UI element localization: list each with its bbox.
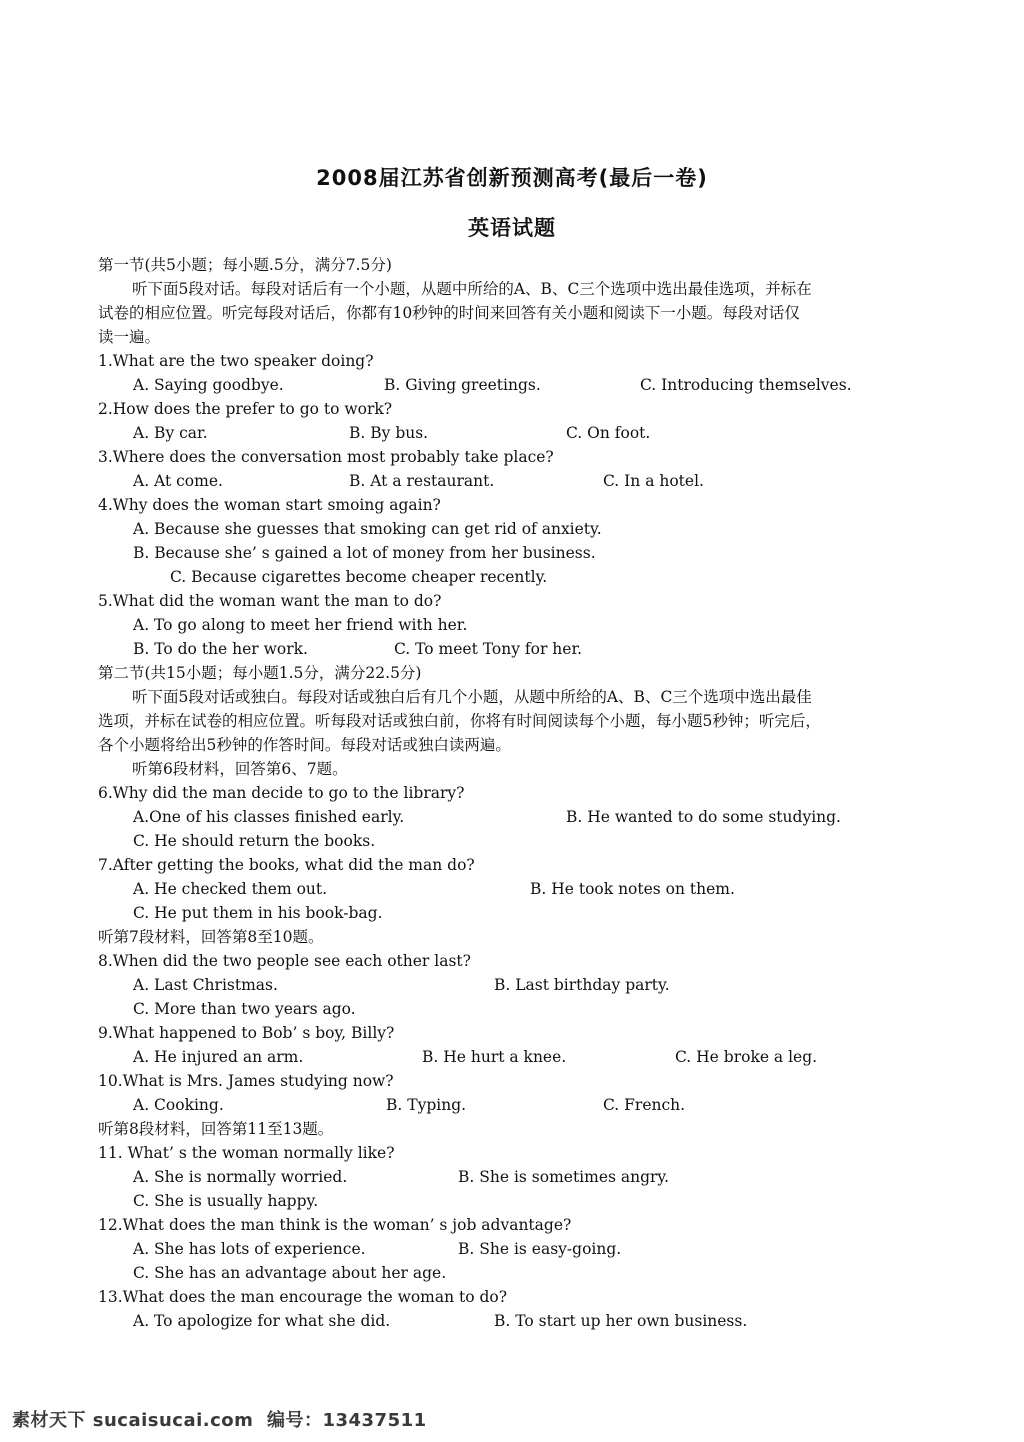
- group-label: 听第8段材料，回答第11至13题。: [98, 1120, 334, 1138]
- question-stem: 8.When did the two people see each other last?: [98, 952, 471, 970]
- answer-option: B. At a restaurant.: [349, 472, 495, 490]
- answer-option: B. By bus.: [349, 424, 429, 442]
- answer-option: A. Because she guesses that smoking can get rid of anxiety.: [133, 520, 602, 538]
- question-stem: 7.After getting the books, what did the man do?: [98, 856, 475, 874]
- page-subtitle: 英语试题: [468, 216, 556, 240]
- answer-option: B. Because she’ s gained a lot of money from her business.: [133, 544, 596, 562]
- answer-option: A. Saying goodbye.: [133, 376, 284, 394]
- question-stem: 3.Where does the conversation most probably take place?: [98, 448, 554, 466]
- answer-option: B. He took notes on them.: [530, 880, 735, 898]
- answer-option: A. Cooking.: [133, 1096, 224, 1114]
- question-stem: 13.What does the man encourage the woman to do?: [98, 1288, 508, 1306]
- answer-option: C. To meet Tony for her.: [394, 640, 583, 658]
- section2-instruction-line: 听下面5段对话或独白。每段对话或独白后有几个小题，从题中所给的A、B、C三个选项中选出最佳: [132, 688, 812, 706]
- question-stem: 12.What does the man think is the woman’ s job advantage?: [98, 1216, 572, 1234]
- answer-option: C. She is usually happy.: [133, 1192, 319, 1210]
- group-label: 听第7段材料，回答第8至10题。: [98, 928, 324, 946]
- question-stem: 4.Why does the woman start smoing again?: [98, 496, 441, 514]
- watermark-text: 素材天下 sucaisucai.com 编号：13437511: [12, 1410, 427, 1431]
- answer-option: C. She has an advantage about her age.: [133, 1264, 447, 1282]
- question-stem: 5.What did the woman want the man to do?: [98, 592, 442, 610]
- section2-instruction-line: 各个小题将给出5秒钟的作答时间。每段对话或独白读两遍。: [98, 736, 511, 754]
- question-stem: 6.Why did the man decide to go to the library?: [98, 784, 465, 802]
- answer-option: B. Typing.: [386, 1096, 467, 1114]
- answer-option: B. She is easy-going.: [458, 1240, 622, 1258]
- group-label: 听第6段材料，回答第6、7题。: [132, 760, 348, 778]
- question-stem: 2.How does the prefer to go to work?: [98, 400, 393, 418]
- answer-option: B. To do the her work.: [133, 640, 308, 658]
- answer-option: C. He should return the books.: [133, 832, 376, 850]
- answer-option: B. She is sometimes angry.: [458, 1168, 670, 1186]
- section2-heading: 第二节(共15小题；每小题1.5分，满分22.5分): [98, 664, 422, 682]
- section1-instruction-line: 听下面5段对话。每段对话后有一个小题，从题中所给的A、B、C三个选项中选出最佳选项，并标在: [132, 280, 812, 298]
- answer-option: A. He injured an arm.: [133, 1048, 304, 1066]
- section1-heading: 第一节(共5小题；每小题.5分，满分7.5分): [98, 256, 392, 274]
- answer-option: A. By car.: [133, 424, 208, 442]
- answer-option: C. Introducing themselves.: [640, 376, 852, 394]
- answer-option: C. French.: [603, 1096, 686, 1114]
- answer-option: B. To start up her own business.: [494, 1312, 748, 1330]
- answer-option: A.One of his classes finished early.: [133, 808, 405, 826]
- answer-option: B. He hurt a knee.: [422, 1048, 567, 1066]
- answer-option: B. Last birthday party.: [494, 976, 670, 994]
- answer-option: A. She is normally worried.: [133, 1168, 348, 1186]
- answer-option: C. In a hotel.: [603, 472, 704, 490]
- question-stem: 10.What is Mrs. James studying now?: [98, 1072, 394, 1090]
- answer-option: C. He put them in his book-bag.: [133, 904, 383, 922]
- question-stem: 1.What are the two speaker doing?: [98, 352, 374, 370]
- section1-instruction-line: 读一遍。: [98, 328, 161, 346]
- question-stem: 11. What’ s the woman normally like?: [98, 1144, 395, 1162]
- section2-instruction-line: 选项，并标在试卷的相应位置。听每段对话或独白前，你将有时间阅读每个小题，每小题5秒钟；听完后，: [98, 712, 821, 730]
- answer-option: C. Because cigarettes become cheaper recently.: [170, 568, 548, 586]
- answer-option: A. She has lots of experience.: [133, 1240, 366, 1258]
- answer-option: A. To go along to meet her friend with her.: [133, 616, 468, 634]
- answer-option: B. Giving greetings.: [384, 376, 541, 394]
- section1-instruction-line: 试卷的相应位置。听完每段对话后，你都有10秒钟的时间来回答有关小题和阅读下一小题。每段对话仅: [98, 304, 800, 322]
- answer-option: A. To apologize for what she did.: [133, 1312, 391, 1330]
- answer-option: A. At come.: [133, 472, 223, 490]
- answer-option: C. On foot.: [566, 424, 651, 442]
- page-title: 2008届江苏省创新预测高考(最后一卷): [316, 166, 708, 190]
- answer-option: A. Last Christmas.: [133, 976, 278, 994]
- answer-option: C. He broke a leg.: [675, 1048, 818, 1066]
- answer-option: C. More than two years ago.: [133, 1000, 356, 1018]
- answer-option: B. He wanted to do some studying.: [566, 808, 841, 826]
- answer-option: A. He checked them out.: [133, 880, 328, 898]
- question-stem: 9.What happened to Bob’ s boy, Billy?: [98, 1024, 395, 1042]
